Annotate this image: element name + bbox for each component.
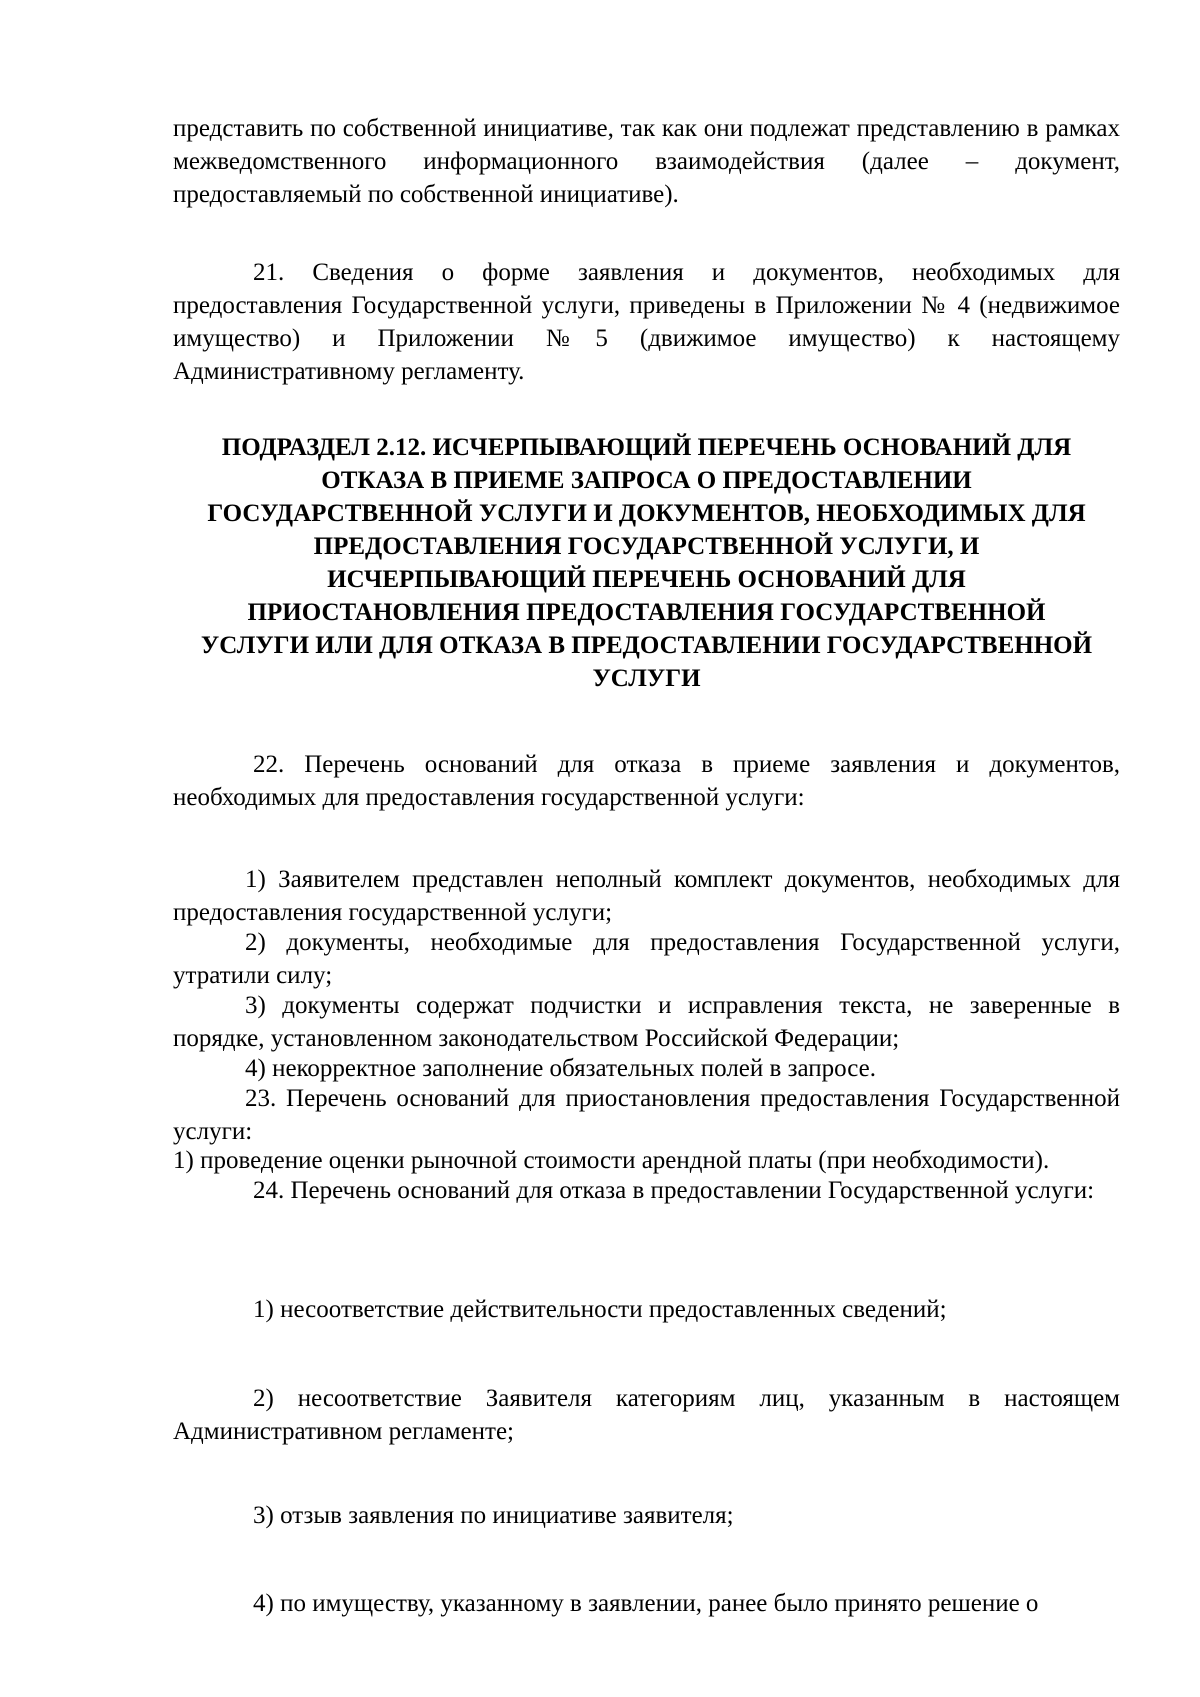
list-item-22-1: 1) Заявителем представлен неполный комплект документов, необходимых для предоставления государственной услуги; [173, 866, 1120, 926]
heading-line: УСЛУГИ ИЛИ ДЛЯ ОТКАЗА В ПРЕДОСТАВЛЕНИИ ГОСУДАРСТВЕННОЙ [200, 632, 1093, 659]
paragraph-23: 23. Перечень оснований для приостановления предоставления Государственной услуги: [173, 1085, 1120, 1145]
heading-line: ПРИОСТАНОВЛЕНИЯ ПРЕДОСТАВЛЕНИЯ ГОСУДАРСТВЕННОЙ [247, 599, 1046, 626]
list-item-23-1: 1) проведение оценки рыночной стоимости арендной платы (при необходимости). [173, 1147, 1050, 1174]
section-heading-2-12 [173, 431, 1120, 695]
heading-line: УСЛУГИ [592, 665, 701, 692]
list-item-24-4: 4) по имуществу, указанному в заявлении, ранее было принято решение о [253, 1590, 1039, 1617]
heading-line: ПОДРАЗДЕЛ 2.12. ИСЧЕРПЫВАЮЩИЙ ПЕРЕЧЕНЬ ОСНОВАНИЙ ДЛЯ [221, 434, 1072, 461]
list-item-22-3: 3) документы содержат подчистки и исправления текста, не заверенные в порядке, установленном законодательством Российской Федерации; [173, 992, 1120, 1052]
list-item-24-2: 2) несоответствие Заявителя категориям лиц, указанным в настоящем Административном регламенте; [173, 1385, 1120, 1445]
heading-line: ИСЧЕРПЫВАЮЩИЙ ПЕРЕЧЕНЬ ОСНОВАНИЙ ДЛЯ [327, 566, 966, 593]
paragraph-22: 22. Перечень оснований для отказа в приеме заявления и документов, необходимых для предоставления государственной услуги: [173, 751, 1120, 811]
paragraph-21: 21. Сведения о форме заявления и документов, необходимых для предоставления Государственной услуги, приведены в Приложении № 4 (недвижимое имущество) и Приложении №5 (движимое имущество) к настоящему Административному регламенту. [173, 259, 1120, 385]
paragraph-intro: представить по собственной инициативе, так как они подлежат представлению в рамках межведомственного информационного взаимодействия (далее – документ, предоставляемый по собственной инициативе). [173, 115, 1120, 208]
list-item-22-4: 4) некорректное заполнение обязательных полей в запросе. [245, 1055, 876, 1082]
list-item-24-3: 3) отзыв заявления по инициативе заявителя; [253, 1502, 734, 1529]
list-item-22-2: 2) документы, необходимые для предоставления Государственной услуги, утратили силу; [173, 929, 1120, 989]
paragraph-24: 24. Перечень оснований для отказа в предоставлении Государственной услуги: [253, 1177, 1095, 1204]
list-item-24-1: 1) несоответствие действительности предоставленных сведений; [253, 1296, 947, 1323]
heading-line: ОТКАЗА В ПРИЕМЕ ЗАПРОСА О ПРЕДОСТАВЛЕНИИ [321, 467, 972, 494]
heading-line: ПРЕДОСТАВЛЕНИЯ ГОСУДАРСТВЕННОЙ УСЛУГИ, И [313, 533, 980, 560]
heading-line: ГОСУДАРСТВЕННОЙ УСЛУГИ И ДОКУМЕНТОВ, НЕОБХОДИМЫХ ДЛЯ [207, 500, 1086, 527]
